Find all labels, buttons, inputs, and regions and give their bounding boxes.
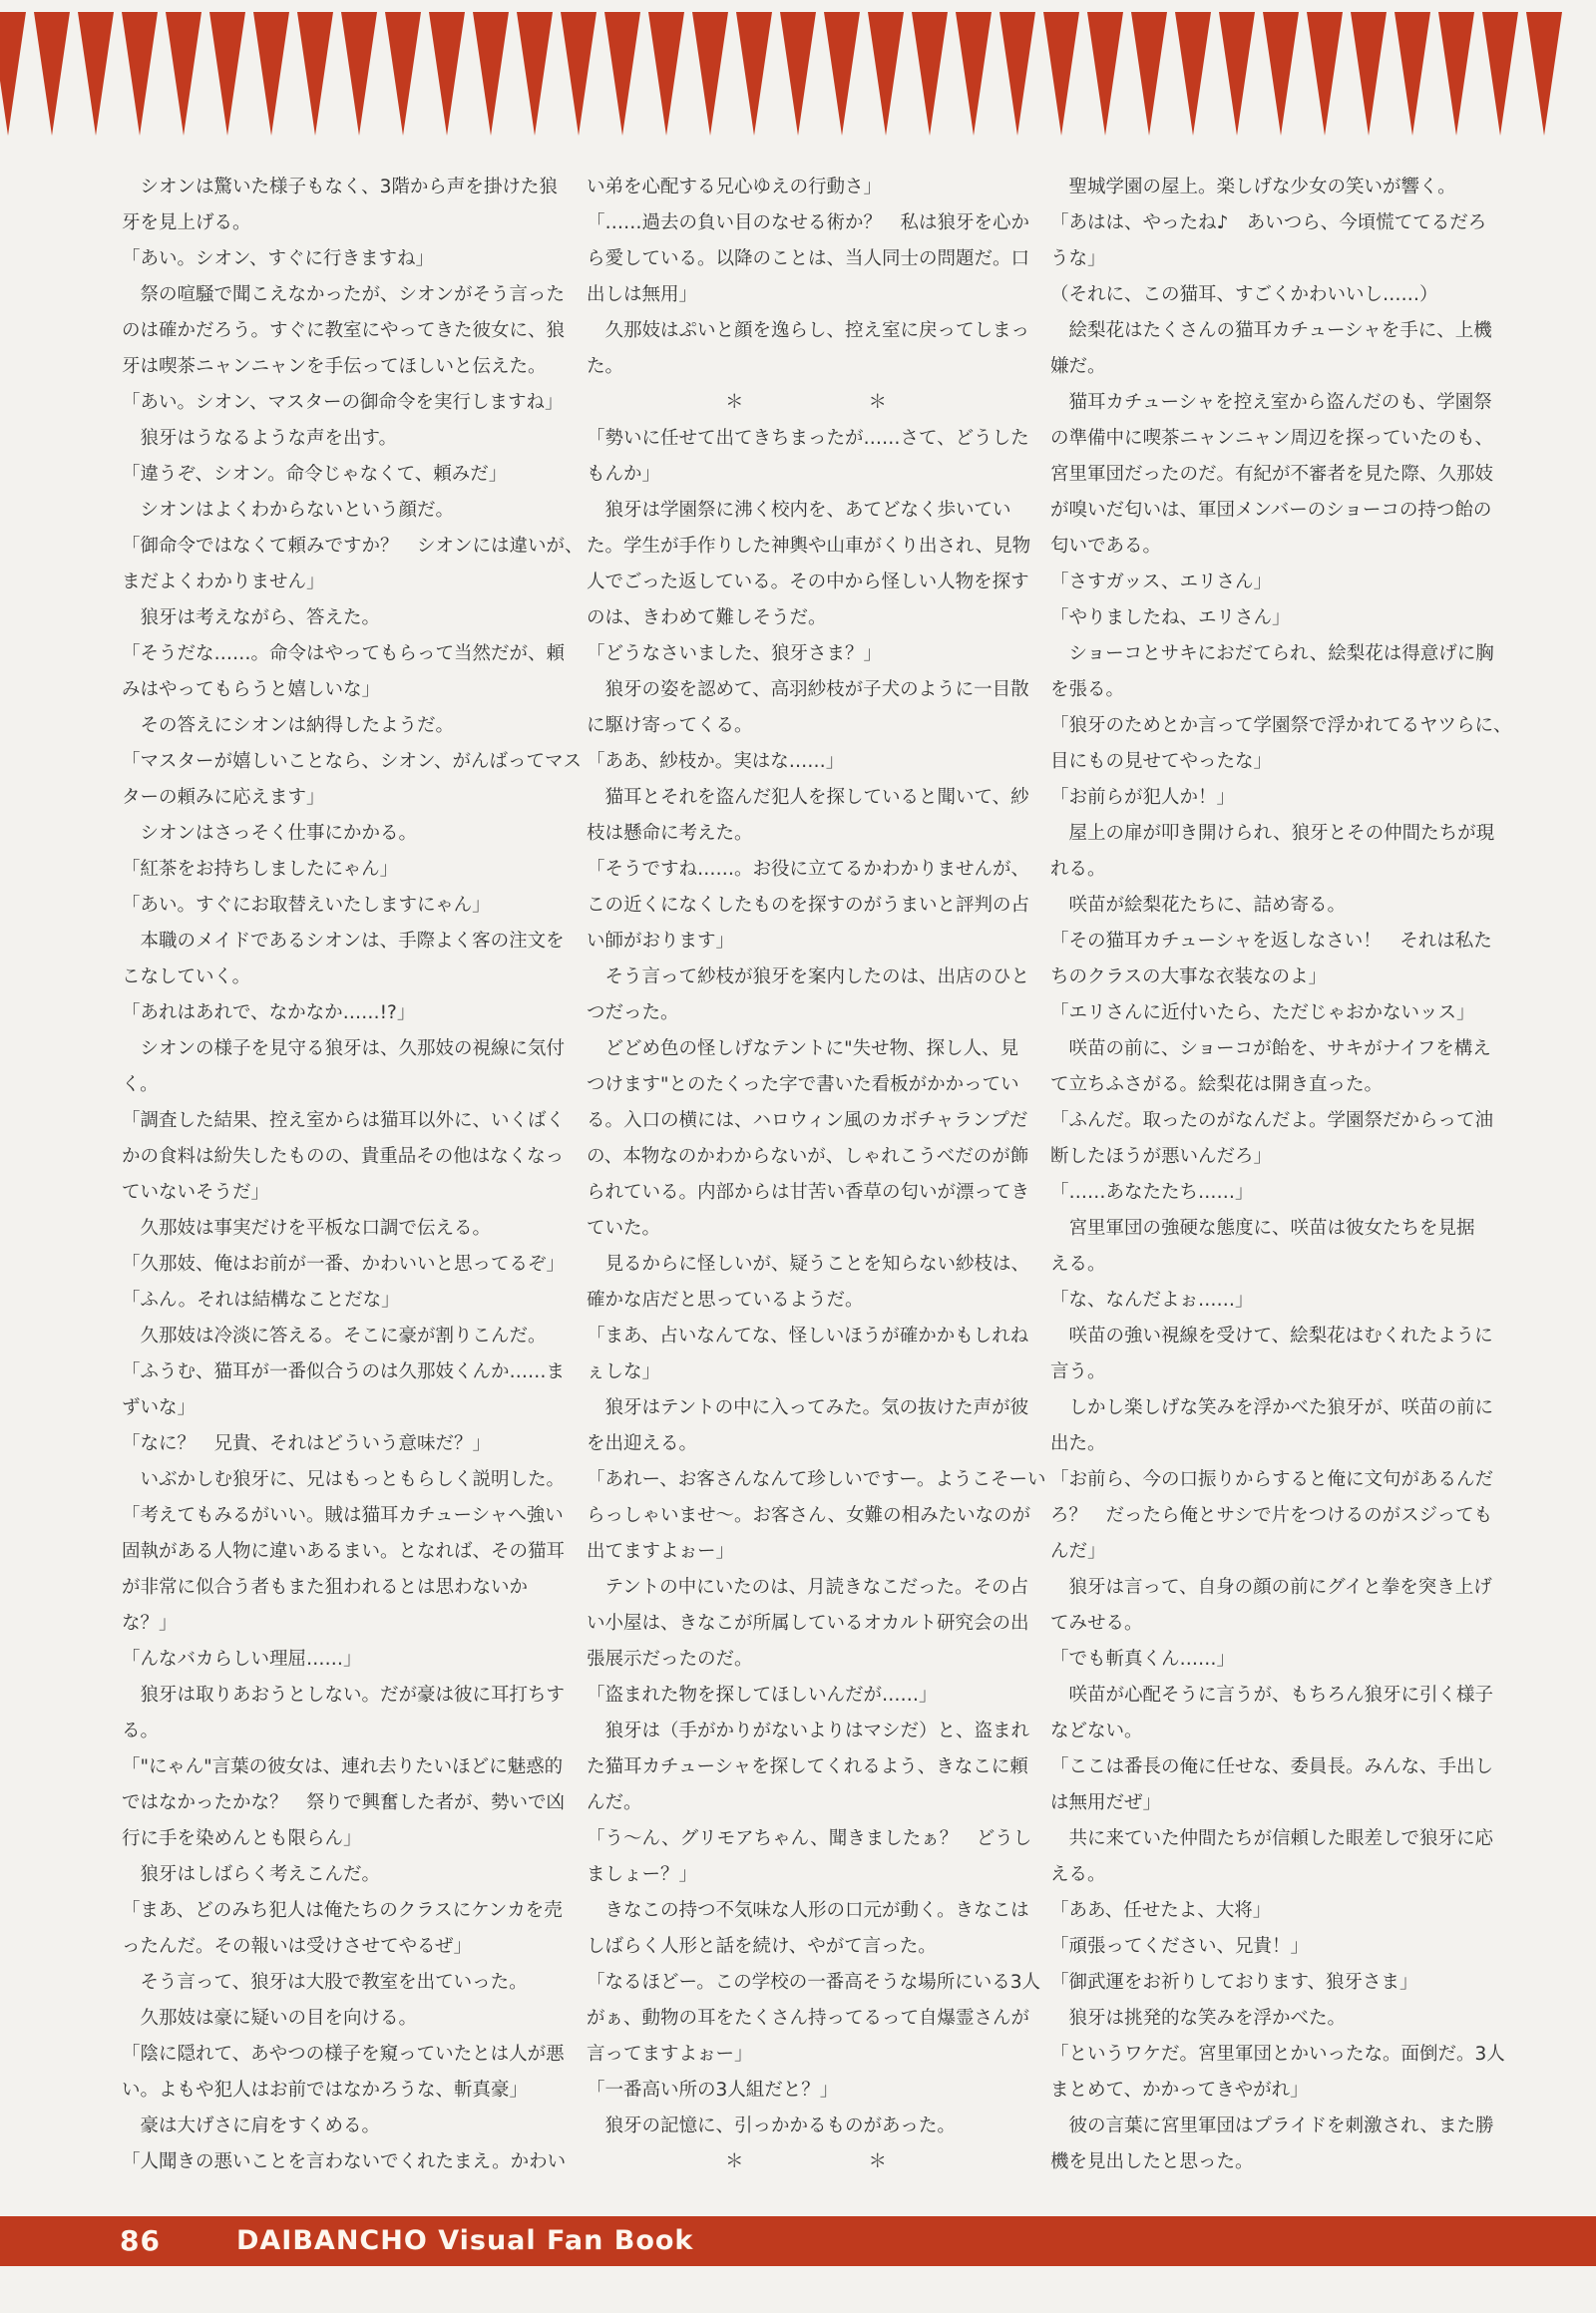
text-line: のは、きわめて難しそうだ。 — [587, 607, 827, 628]
text-line: ぇしな」 — [587, 1361, 661, 1382]
page-number: 86 — [120, 2224, 161, 2257]
text-line: 「ふんだ。取ったのがなんだよ。学園祭だからって油 — [1050, 1110, 1494, 1131]
text-line: 猫耳とそれを盗んだ犯人を探していると聞いて、紗 — [587, 787, 1029, 808]
text-line: 「お前ら、今の口振りからすると俺に文句があるんだ — [1050, 1469, 1494, 1490]
text-line: て立ちふさがる。絵梨花は開き直った。 — [1050, 1074, 1384, 1095]
text-line: 確かな店だと思っているようだ。 — [587, 1290, 864, 1311]
text-line: える。 — [1050, 1864, 1106, 1885]
pennant-triangle-icon — [780, 12, 816, 136]
text-line: てみせる。 — [1050, 1613, 1143, 1634]
text-line: 共に来ていた仲間たちが信頼した眼差しで狼牙に応 — [1050, 1828, 1494, 1849]
text-line: 「あれー、お客さんなんて珍しいですー。ようこそーい — [587, 1469, 1046, 1490]
text-line: ら愛している。以降のことは、当人同士の問題だ。口 — [587, 248, 1030, 269]
text-line: 豪は大げさに肩をすくめる。 — [122, 2116, 381, 2136]
pennant-triangle-icon — [1131, 12, 1167, 136]
text-line: 「ふん。それは結構なことだな」 — [122, 1290, 400, 1311]
pennant-triangle-icon — [999, 12, 1035, 136]
pennant-triangle-icon — [561, 12, 597, 136]
text-line: 言う。 — [1050, 1361, 1106, 1382]
text-line: テントの中にいたのは、月読きなこだった。その占 — [587, 1577, 1029, 1598]
text-line: 狼牙の記憶に、引っかかるものがあった。 — [587, 2116, 956, 2136]
text-line: た猫耳カチューシャを探してくれるよう、きなこに頼 — [587, 1756, 1028, 1777]
text-line: シオンは驚いた様子もなく、3階から声を掛けた狼 — [122, 177, 558, 197]
text-line: 嫌だ。 — [1050, 356, 1106, 377]
text-line: のは確かだろう。すぐに教室にやってきた彼女に、狼 — [122, 320, 566, 341]
pennant-triangle-icon — [1395, 12, 1430, 136]
text-line: その答えにシオンは納得したようだ。 — [122, 715, 455, 736]
section-separator: ＊ ＊ — [724, 2151, 889, 2172]
text-line: んだ。 — [587, 1792, 642, 1813]
text-line: そう言って紗枝が狼牙を案内したのは、出店のひと — [587, 966, 1030, 987]
footer-bar — [0, 2216, 1596, 2266]
text-line: ろ？ だったら俺とサシで片をつけるのがスジっても — [1050, 1505, 1493, 1526]
pennant-triangle-icon — [253, 12, 289, 136]
text-line: 「御命令ではなくて頼みですか？ シオンには違いが、 — [122, 536, 584, 557]
book-title: DAIBANCHO Visual Fan Book — [236, 2225, 694, 2256]
text-line: 「あい。シオン、すぐに行きますね」 — [122, 248, 435, 269]
pennant-triangle-icon — [297, 12, 333, 136]
text-line: 「あい。すぐにお取替えいたしますにゃん」 — [122, 895, 491, 916]
text-line: 「あれはあれで、なかなか……!?」 — [122, 1002, 416, 1023]
pennant-triangle-icon — [385, 12, 421, 136]
text-line: 「……あなたたち……」 — [1050, 1182, 1254, 1203]
pennant-triangle-icon — [429, 12, 465, 136]
pennant-triangle-icon — [912, 12, 948, 136]
text-line: い師がおります」 — [587, 931, 735, 952]
text-line: 機を見出したと思った。 — [1050, 2151, 1254, 2172]
pennant-triangle-icon — [1219, 12, 1255, 136]
text-line: 狼牙は挑発的な笑みを浮かべた。 — [1050, 2008, 1347, 2029]
text-column-3 — [1050, 170, 1512, 2180]
text-line: 言ってますよぉー」 — [587, 2044, 753, 2065]
text-line: 「久那妓、俺はお前が一番、かわいいと思ってるぞ」 — [122, 1254, 566, 1275]
text-line: 「ああ、紗枝か。実はな……」 — [587, 751, 845, 772]
text-line: そう言って、狼牙は大股で教室を出ていった。 — [122, 1972, 528, 1993]
text-line: を出迎える。 — [587, 1433, 698, 1454]
text-line: もんか」 — [587, 464, 661, 485]
text-line: い小屋は、きなこが所属しているオカルト研究会の出 — [587, 1613, 1029, 1634]
text-line: 断したほうが悪いんだろ」 — [1050, 1146, 1273, 1167]
text-line: 「でも斬真くん……」 — [1050, 1649, 1236, 1670]
text-line: どどめ色の怪しげなテントに"失せ物、探し人、見 — [587, 1038, 1019, 1059]
text-line: 枝は懸命に考えた。 — [587, 823, 753, 844]
text-line: に駆け寄ってくる。 — [587, 715, 753, 736]
text-line: 牙を見上げる。 — [122, 212, 251, 233]
text-line: シオンはよくわからないという顔だ。 — [122, 500, 455, 521]
text-line: ずいな」 — [122, 1397, 197, 1418]
text-line: 「紅茶をお持ちしましたにゃん」 — [122, 859, 399, 880]
text-line: 目にもの見せてやったな」 — [1050, 751, 1273, 772]
text-column-2 — [587, 170, 1046, 2180]
pennant-triangle-icon — [956, 12, 992, 136]
text-line: しばらく人形と話を続け、やがて言った。 — [587, 1936, 937, 1957]
text-line: 咲苗が心配そうに言うが、もちろん狼牙に引く様子 — [1050, 1685, 1494, 1706]
text-line: （それに、この猫耳、すごくかわいいし……） — [1050, 284, 1438, 305]
text-line: 狼牙はテントの中に入ってみた。気の抜けた声が彼 — [587, 1397, 1029, 1418]
text-line: かの食料は紛失したものの、貴重品その他はなくなっ — [122, 1146, 565, 1167]
text-line: 久那妓は事実だけを平板な口調で伝える。 — [122, 1218, 492, 1239]
text-line: 匂いである。 — [1050, 536, 1162, 557]
text-line: 「まあ、どのみち犯人は俺たちのクラスにケンカを売 — [122, 1900, 563, 1921]
text-line: 「そうだな……。命令はやってもらって当然だが、頼 — [122, 643, 566, 664]
text-line: 狼牙は取りあおうとしない。だが豪は彼に耳打ちす — [122, 1685, 566, 1706]
text-line: 「違うぞ、シオン。命令じゃなくて、頼みだ」 — [122, 464, 508, 485]
text-line: る。 — [122, 1721, 160, 1741]
text-line: シオンの様子を見守る狼牙は、久那妓の視線に気付 — [122, 1038, 566, 1059]
text-line: つだった。 — [587, 1002, 679, 1023]
pennant-triangle-icon — [648, 12, 684, 136]
pennant-triangle-icon — [341, 12, 377, 136]
text-line: 本職のメイドであるシオンは、手際よく客の注文を — [122, 931, 565, 952]
text-line: 狼牙は学園祭に沸く校内を、あてどなく歩いてい — [587, 500, 1011, 521]
pennant-triangle-icon — [473, 12, 509, 136]
text-line: 「……過去の負い目のなせる術か？ 私は狼牙を心か — [587, 212, 1030, 233]
text-line: 屋上の扉が叩き開けられ、狼牙とその仲間たちが現 — [1050, 823, 1495, 844]
text-line: などない。 — [1050, 1721, 1143, 1741]
pennant-triangle-icon — [209, 12, 245, 136]
text-line: 「考えてもみるがいい。賊は猫耳カチューシャへ強い — [122, 1505, 564, 1526]
pennant-triangle-icon — [736, 12, 772, 136]
pennant-banner — [0, 12, 1596, 138]
text-line: 狼牙は考えながら、答えた。 — [122, 607, 381, 628]
text-line: みはやってもらうと嬉しいな」 — [122, 679, 381, 700]
text-line: 久那妓はぷいと顔を逸らし、控え室に戻ってしまっ — [587, 320, 1030, 341]
text-line: ったんだ。その報いは受けさせてやるぜ」 — [122, 1936, 472, 1957]
text-line: 行に手を染めんとも限らん」 — [122, 1828, 362, 1849]
pennant-triangle-icon — [1482, 12, 1518, 136]
text-line: な？」 — [122, 1613, 178, 1634]
text-line: ましょー？」 — [587, 1864, 698, 1885]
text-line: 「どうなさいました、狼牙さま？」 — [587, 643, 883, 664]
text-line: の、本物なのかわからないが、しゃれこうべだのが飾 — [587, 1146, 1029, 1167]
text-line: 「う〜ん、グリモアちゃん、聞きましたぁ？ どうし — [587, 1828, 1032, 1849]
text-line: 固執がある人物に違いあるまい。となれば、その猫耳 — [122, 1541, 566, 1562]
text-line: まだよくわかりません」 — [122, 572, 325, 592]
text-line: 猫耳カチューシャを控え室から盗んだのも、学園祭 — [1050, 392, 1492, 413]
text-line: 見るからに怪しいが、疑うことを知らない紗枝は、 — [587, 1254, 1030, 1275]
text-line: らっしゃいませ〜。お客さん、女難の相みたいなのが — [587, 1505, 1031, 1526]
text-line: 「なに？ 兄貴、それはどういう意味だ？」 — [122, 1433, 492, 1454]
text-line: 聖城学園の屋上。楽しげな少女の笑いが響く。 — [1050, 177, 1456, 197]
text-line: 祭の喧騒で聞こえなかったが、シオンがそう言った — [122, 284, 566, 305]
text-line: が非常に似合う者もまた狙われるとは思わないか — [122, 1577, 529, 1598]
text-line: 「勢いに任せて出てきちまったが……さて、どうした — [587, 428, 1029, 449]
text-line: 「人聞きの悪いことを言わないでくれたまえ。かわい — [122, 2151, 567, 2172]
text-line: 「というワケだ。宮里軍団とかいったな。面倒だ。3人 — [1050, 2044, 1505, 2065]
text-line: い弟を心配する兄心ゆえの行動さ」 — [587, 177, 883, 197]
text-line: られている。内部からは甘苦い香草の匂いが漂ってき — [587, 1182, 1030, 1203]
text-line: 狼牙はしばらく考えこんだ。 — [122, 1864, 381, 1885]
text-line: く。 — [122, 1074, 159, 1095]
text-line: ていないそうだ」 — [122, 1182, 270, 1203]
text-line: 「あはは、やったね♪ あいつら、今頃慌ててるだろ — [1050, 212, 1487, 233]
text-line: 「あい。シオン、マスターの御命令を実行しますね」 — [122, 392, 564, 413]
text-line: を張る。 — [1050, 679, 1125, 700]
text-line: 「まあ、占いなんてな、怪しいほうが確かかもしれね — [587, 1326, 1029, 1347]
text-line: 人でごった返している。その中から怪しい人物を探す — [587, 572, 1029, 592]
pennant-triangle-icon — [34, 12, 70, 136]
text-column-1 — [122, 170, 584, 2180]
text-line: 張展示だったのだ。 — [587, 1649, 753, 1670]
text-line: 「狼牙のためとか言って学園祭で浮かれてるヤツらに、 — [1050, 715, 1512, 736]
text-line: この近くになくしたものを探すのがうまいと評判の占 — [587, 895, 1030, 916]
text-line: 咲苗の前に、ショーコが飴を、サキがナイフを構え — [1050, 1038, 1491, 1059]
text-line: 「一番高い所の3人組だと？」 — [587, 2080, 839, 2101]
text-line: シオンはさっそく仕事にかかる。 — [122, 823, 418, 844]
pennant-triangle-icon — [1043, 12, 1079, 136]
text-line: 「なるほどー。この学校の一番高そうな場所にいる3人 — [587, 1972, 1041, 1993]
text-line: 「御武運をお祈りしております、狼牙さま」 — [1050, 1972, 1418, 1993]
text-line: 咲苗が絵梨花たちに、詰め寄る。 — [1050, 895, 1347, 916]
pennant-triangle-icon — [692, 12, 728, 136]
text-line: 宮里軍団だったのだ。有紀が不審者を見た際、久那妓 — [1050, 464, 1494, 485]
text-line: 「ああ、任せたよ、大将」 — [1050, 1900, 1272, 1921]
text-line: 牙は喫茶ニャンニャンを手伝ってほしいと伝えた。 — [122, 356, 547, 377]
text-line: 「ふうむ、猫耳が一番似合うのは久那妓くんか……ま — [122, 1361, 566, 1382]
text-line: 咲苗の強い視線を受けて、絵梨花はむくれたように — [1050, 1326, 1493, 1347]
text-line: の準備中に喫茶ニャンニャン周辺を探っていたのも、 — [1050, 428, 1494, 449]
text-line: まとめて、かかってきやがれ」 — [1050, 2080, 1309, 2101]
text-line: い。よもや犯人はお前ではなかろうな、斬真豪」 — [122, 2080, 529, 2101]
text-line: 絵梨花はたくさんの猫耳カチューシャを手に、上機 — [1050, 320, 1492, 341]
text-line: 「さすガッス、エリさん」 — [1050, 572, 1273, 592]
text-line: 「"にゃん"言葉の彼女は、連れ去りたいほどに魅惑的 — [122, 1756, 564, 1777]
text-line: しかし楽しげな笑みを浮かべた狼牙が、咲苗の前に — [1050, 1397, 1494, 1418]
text-line: 「陰に隠れて、あやつの様子を窺っていたとは人が悪 — [122, 2044, 565, 2065]
text-line: 「盗まれた物を探してほしいんだが……」 — [587, 1685, 938, 1706]
text-line: 狼牙は（手がかりがないよりはマシだ）と、盗まれ — [587, 1721, 1030, 1741]
text-line: 出しは無用」 — [587, 284, 698, 305]
text-line: 狼牙は言って、自身の顔の前にグイと拳を突き上げ — [1050, 1577, 1492, 1598]
text-line: 「お前らが犯人か！」 — [1050, 787, 1236, 808]
text-line: た。 — [587, 356, 624, 377]
text-line: んだ」 — [1050, 1541, 1106, 1562]
text-line: 狼牙はうなるような声を出す。 — [122, 428, 398, 449]
text-line: うな」 — [1050, 248, 1106, 269]
pennant-triangle-icon — [78, 12, 114, 136]
text-line: きなこの持つ不気味な人形の口元が動く。きなこは — [587, 1900, 1029, 1921]
pennant-triangle-icon — [1087, 12, 1123, 136]
text-line: 久那妓は豪に疑いの目を向ける。 — [122, 2008, 418, 2029]
text-line: 「そうですね……。お役に立てるかわかりませんが、 — [587, 859, 1030, 880]
text-line: れる。 — [1050, 859, 1106, 880]
text-line: 出てますよぉー」 — [587, 1541, 735, 1562]
text-line: 「その猫耳カチューシャを返しなさい！ それは私た — [1050, 931, 1492, 952]
text-line: 狼牙の姿を認めて、高羽紗枝が子犬のように一目散 — [587, 679, 1029, 700]
text-line: 出た。 — [1050, 1433, 1106, 1454]
text-line: た。学生が手作りした神輿や山車がくり出され、見物 — [587, 536, 1031, 557]
text-line: が嗅いだ匂いは、軍団メンバーのショーコの持つ飴の — [1050, 500, 1492, 521]
text-line: 「頑張ってください、兄貴！」 — [1050, 1936, 1310, 1957]
text-line: つけます"とのたくった字で書いた看板がかかってい — [587, 1074, 1019, 1095]
pennant-triangle-icon — [1263, 12, 1299, 136]
text-line: 「な、なんだよぉ……」 — [1050, 1290, 1254, 1311]
pennant-triangle-icon — [604, 12, 640, 136]
pennant-triangle-icon — [122, 12, 158, 136]
text-line: 「ここは番長の俺に任せな、委員長。みんな、手出し — [1050, 1756, 1494, 1777]
pennant-triangle-icon — [0, 12, 26, 136]
text-line: 宮里軍団の強硬な態度に、咲苗は彼女たちを見据 — [1050, 1218, 1475, 1239]
text-line: は無用だぜ」 — [1050, 1792, 1162, 1813]
text-line: がぁ、動物の耳をたくさん持ってるって自爆霊さんが — [587, 2008, 1030, 2029]
text-line: いぶかしむ狼牙に、兄はもっともらしく説明した。 — [122, 1469, 566, 1490]
pennant-triangle-icon — [166, 12, 201, 136]
pennant-triangle-icon — [868, 12, 904, 136]
pennant-triangle-icon — [1438, 12, 1474, 136]
pennant-triangle-icon — [1351, 12, 1387, 136]
text-line: 「調査した結果、控え室からは猫耳以外に、いくばく — [122, 1110, 566, 1131]
text-line: る。入口の横には、ハロウィン風のカボチャランプだ — [587, 1110, 1028, 1131]
text-line: ではなかったかな？ 祭りで興奮した者が、勢いで凶 — [122, 1792, 566, 1813]
pennant-triangle-icon — [1526, 12, 1562, 136]
text-line: 久那妓は冷淡に答える。そこに豪が割りこんだ。 — [122, 1326, 547, 1347]
pennant-triangle-icon — [1175, 12, 1211, 136]
section-separator: ＊ ＊ — [724, 392, 889, 413]
text-line: 「んなバカらしい理屈……」 — [122, 1649, 362, 1670]
pennant-triangle-icon — [824, 12, 860, 136]
pennant-triangle-icon — [1307, 12, 1343, 136]
text-line: ショーコとサキにおだてられ、絵梨花は得意げに胸 — [1050, 643, 1494, 664]
pennant-triangle-icon — [517, 12, 553, 136]
text-line: 彼の言葉に宮里軍団はプライドを刺激され、また勝 — [1050, 2116, 1494, 2136]
text-line: こなしていく。 — [122, 966, 251, 987]
text-line: ちのクラスの大事な衣装なのよ」 — [1050, 966, 1327, 987]
text-line: ていた。 — [587, 1218, 661, 1239]
text-line: 「エリさんに近付いたら、ただじゃおかないッス」 — [1050, 1002, 1475, 1023]
text-line: ターの頼みに応えます」 — [122, 787, 325, 808]
text-line: える。 — [1050, 1254, 1106, 1275]
text-line: 「マスターが嬉しいことなら、シオン、がんばってマス — [122, 751, 583, 772]
text-line: 「やりましたね、エリさん」 — [1050, 607, 1291, 628]
